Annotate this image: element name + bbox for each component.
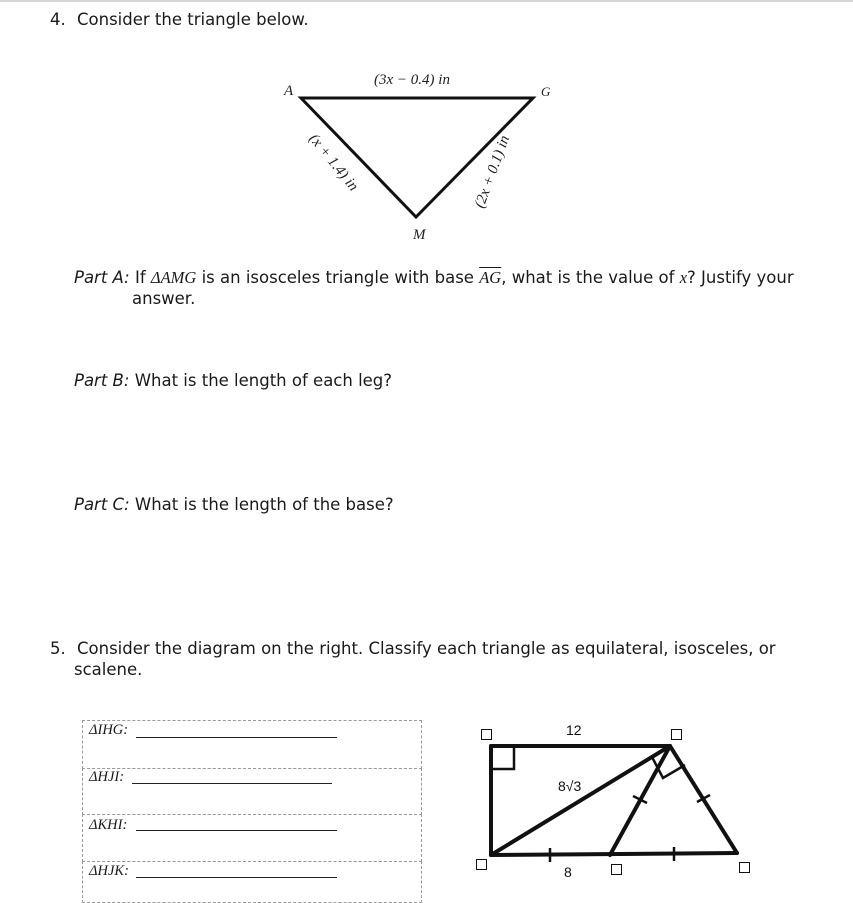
row-khi-label: ΔKHI: — [89, 817, 128, 833]
point-box-bottom-left — [476, 859, 487, 870]
side-ag-label: (3x − 0.4) in — [374, 72, 450, 88]
part-b-label: Part B: — [74, 371, 130, 390]
part-c-label: Part C: — [74, 495, 130, 514]
question-5-number: 5. — [50, 639, 66, 658]
part-a-label: Part A: — [74, 268, 130, 287]
part-b-text: What is the length of each leg? — [134, 371, 393, 390]
bottom-length-label: 8 — [564, 864, 572, 880]
question-5-prompt-line-2: scalene. — [74, 660, 143, 679]
part-a-base: $\overline{AG}$ — [479, 268, 502, 287]
question-4-prompt: Consider the triangle below. — [77, 10, 309, 29]
vertex-a-label: A — [284, 83, 294, 99]
side-am-label: (x + 1.4) in — [305, 131, 362, 195]
question-4-number: 4. — [50, 10, 66, 29]
point-box-top-left — [481, 729, 492, 740]
side-gm-label: (2x + 0.1) in — [472, 133, 514, 211]
point-box-bottom-middle — [611, 864, 622, 875]
diagonal-length-label: 8√3 — [558, 778, 582, 794]
vertex-m-label: M — [413, 227, 426, 243]
vertex-g-label: G — [541, 84, 551, 99]
question-5-prompt-line-1: Consider the diagram on the right. Classify each triangle as equilateral, isosceles, or — [77, 639, 776, 658]
right-angle-mark-top-left — [491, 746, 514, 769]
segment-bottom — [491, 853, 737, 855]
row-ihg-label: ΔIHG: — [89, 722, 129, 738]
part-a-triangle: ΔAMG — [150, 268, 197, 287]
point-box-bottom-right — [739, 862, 750, 873]
point-box-top-right — [671, 729, 682, 740]
part-a-text-1: If — [134, 268, 146, 287]
part-c-text: What is the length of the base? — [134, 495, 394, 514]
part-a-text-4: ? Justify your — [687, 268, 794, 287]
part-a-variable: x — [679, 268, 688, 287]
part-a-text-5: answer. — [132, 289, 196, 308]
part-a-text-2: is an isosceles triangle with base — [201, 268, 474, 287]
top-length-label: 12 — [566, 722, 582, 738]
row-hji-label: ΔHJI: — [89, 769, 125, 785]
row-hjk-label: ΔHJK: — [89, 863, 129, 879]
part-a-text-3: , what is the value of — [501, 268, 675, 287]
